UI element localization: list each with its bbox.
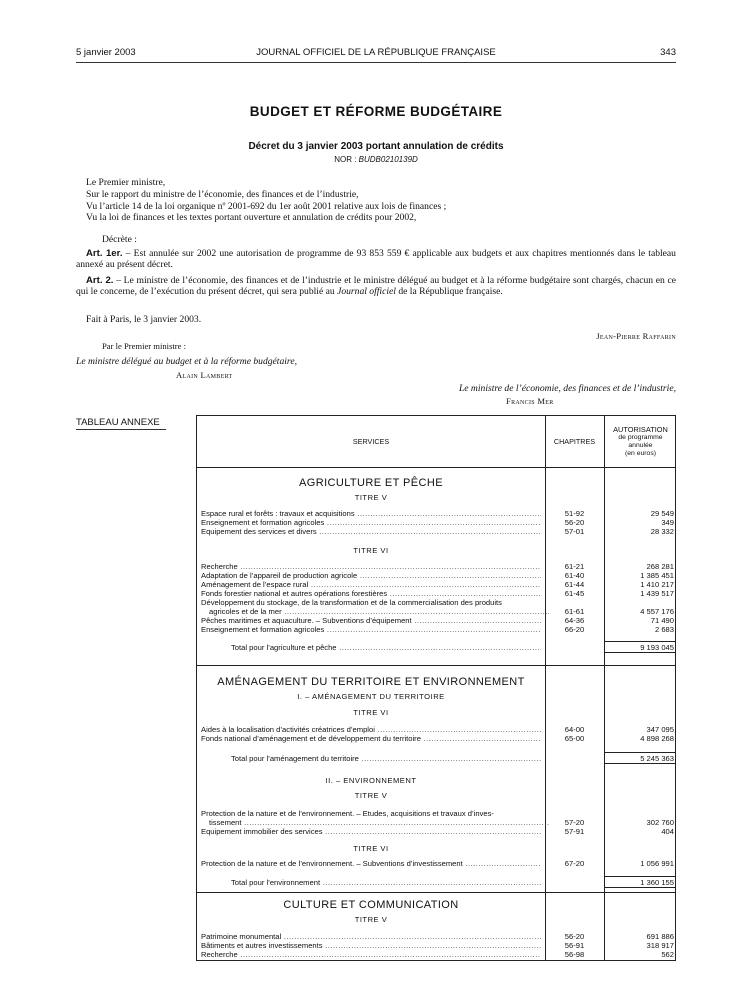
table-row: Bâtiments et autres investissements ..... 56-91 318 917: [197, 941, 676, 950]
titre-heading: TITRE V: [354, 493, 388, 502]
table-row: Espace rural et forêts : travaux et acquisitions ..... 51-92 29 549: [197, 509, 676, 518]
table-row: Adaptation de l’appareil de production agricole ..... 61-40 1 385 451: [197, 571, 676, 580]
table-row: Protection de la nature et de l’environnement. – Subventions d’investissement ..... 67-20 1 056 991: [197, 859, 676, 868]
table-row: Enseignement et formation agricoles ..... 66-20 2 683: [197, 625, 676, 634]
table-row: Recherche ..... 56-98 562: [197, 950, 676, 959]
article-2-journal: Journal officiel: [337, 286, 396, 298]
article-2-label: Art. 2.: [86, 275, 114, 286]
signature-lambert: Alain Lambert: [176, 370, 233, 380]
header-auto-line: (en euros): [625, 449, 656, 457]
tableau-annexe-label: TABLEAU ANNEXE: [76, 417, 166, 430]
titre-heading: TITRE VI: [353, 708, 389, 717]
subsection-heading: I. – AMÉNAGEMENT DU TERRITOIRE: [297, 692, 445, 701]
header-auto-line: de programme: [618, 433, 663, 441]
section-divider: [197, 665, 676, 666]
annex-table: [196, 415, 676, 961]
table-row: Equipement des services et divers ..... 57-01 28 332: [197, 527, 676, 536]
titre-heading: TITRE VI: [353, 844, 389, 853]
article-2-text-end: de la République française.: [395, 286, 503, 298]
table-row: Aides à la localisation d’activités créatrices d’emploi ..... 64-00 347 095: [197, 725, 676, 734]
header-rule: [197, 467, 675, 468]
table-row: Fonds national d’aménagement et de développement du territoire ..... 65-00 4 898 268: [197, 734, 676, 743]
header-auto-line: AUTORISATION: [613, 424, 668, 434]
header-divider: [76, 62, 676, 63]
signature-mer: Francis Mer: [506, 396, 554, 406]
ministry-heading-culture: CULTURE ET COMMUNICATION: [283, 899, 459, 911]
ministry-heading-agriculture: AGRICULTURE ET PÊCHE: [299, 477, 443, 489]
ministry-heading-amenagement: AMÉNAGEMENT DU TERRITOIRE ET ENVIRONNEMENT: [217, 676, 525, 688]
titre-heading: TITRE VI: [353, 546, 389, 555]
signature-raffarin: Jean-Pierre Raffarin: [596, 331, 676, 341]
table-row: Enseignement et formation agricoles ..... 56-20 349: [197, 518, 676, 527]
table-row: Patrimoine monumental ..... 56-20 691 886: [197, 932, 676, 941]
total-row: Total pour l’agriculture et pêche ..... 9 193 045: [197, 643, 676, 652]
total-row: Total pour l’environnement ..... 1 360 155: [197, 878, 676, 887]
column-header-chapitres: CHAPITRES: [553, 437, 596, 446]
article-1-label: Art. 1er.: [86, 248, 123, 259]
header-page-number: 343: [660, 47, 676, 58]
total-row: Total pour l’aménagement du territoire ..... 5 245 363: [197, 754, 676, 763]
header-auto-line: annulée: [628, 441, 653, 449]
article-2-text: – Le ministre de l’économie, des finances et de l’industrie et le ministre délégué au budget et à la réforme budgétaire sont chargés, chacun en ce qui le concerne, de l’exécution du présent décret, qui sera publié au: [76, 275, 676, 298]
section-title: BUDGET ET RÉFORME BUDGÉTAIRE: [249, 104, 503, 119]
titre-heading: TITRE V: [354, 791, 388, 800]
subsection-heading: II. – ENVIRONNEMENT: [325, 776, 417, 785]
header-date: 5 janvier 2003: [76, 47, 136, 58]
nor-reference: [76, 155, 676, 164]
decree-title: Décret du 3 janvier 2003 portant annulation de crédits: [248, 141, 504, 152]
table-row: tissement ..... 57-20 302 760: [197, 818, 676, 827]
table-row: Fonds forestier national et autres opérations forestières ..... 61-45 1 439 517: [197, 589, 676, 598]
article-1-text: – Est annulée sur 2002 une autorisation de programme de 93 853 559 € applicable aux budgets et aux chapitres mentionnés dans le tableau annexé au présent décret.: [76, 248, 676, 271]
fait-a-paris: Fait à Paris, le 3 janvier 2003.: [86, 314, 202, 325]
preamble-line: Sur le rapport du ministre de l’économie, des finances et de l’industrie,: [86, 188, 359, 200]
table-row: Recherche ..... 61-21 268 281: [197, 562, 676, 571]
table-row: Equipement immobilier des services ..... 57-91 404: [197, 827, 676, 836]
page-header: [76, 47, 676, 63]
column-header-autorisation: [604, 416, 676, 467]
table-row: Pêches maritimes et aquaculture. – Subventions d’équipement ..... 64-36 71 490: [197, 616, 676, 625]
column-header-services: SERVICES: [352, 437, 390, 446]
table-row: agricoles et de la mer ..... 61-61 4 557 176: [197, 607, 676, 616]
table-row: Aménagement de l’espace rural ..... 61-44 1 410 217: [197, 580, 676, 589]
nor-label: NOR :: [334, 155, 357, 164]
header-journal-title: JOURNAL OFFICIEL DE LA RÉPUBLIQUE FRANÇAISE: [256, 47, 496, 58]
preamble-line: Le Premier ministre,: [86, 177, 166, 188]
article-2: [76, 275, 676, 298]
table-row: Protection de la nature et de l’environnement. – Etudes, acquisitions et travaux d’inves-: [201, 809, 494, 818]
nor-code: BUDB0210139D: [358, 155, 418, 164]
titre-heading: TITRE V: [354, 915, 388, 924]
section-divider: [197, 892, 676, 893]
decrete-label: Décrète :: [102, 234, 137, 245]
preamble-line: Vu l’article 14 de la loi organique nº 2001-692 du 1er août 2001 relative aux lois de finances ;: [86, 200, 447, 212]
preamble: [86, 177, 676, 224]
par-le-premier-ministre: Par le Premier ministre :: [102, 341, 187, 351]
article-1: [76, 248, 676, 271]
minister-budget-title: Le ministre délégué au budget et à la réforme budgétaire,: [76, 356, 297, 367]
table-row: Développement du stockage, de la transformation et de la commercialisation des produits: [201, 598, 502, 607]
preamble-line: Vu la loi de finances et les textes portant ouverture et annulation de crédits pour 2002,: [86, 212, 417, 224]
minister-economy-title: Le ministre de l’économie, des finances et de l’industrie,: [458, 383, 676, 394]
